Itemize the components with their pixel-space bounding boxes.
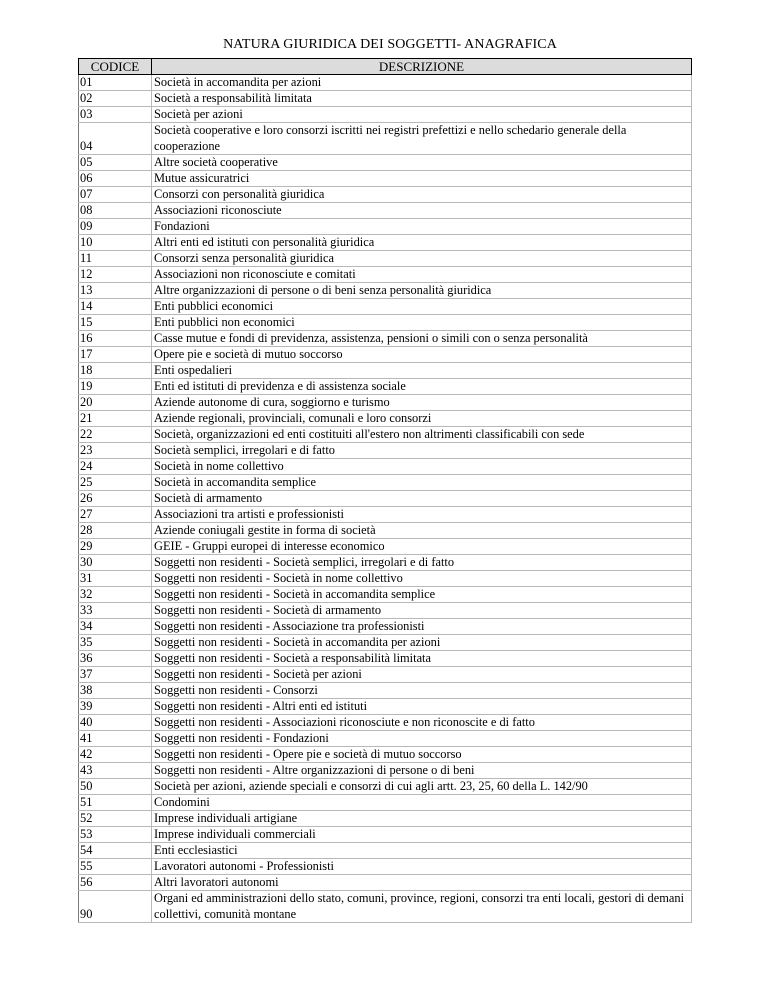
table-row (79, 91, 692, 107)
row-description: Aziende coniugali gestite in forma di società (152, 523, 692, 539)
row-code: 37 (79, 667, 152, 683)
row-description: Società semplici, irregolari e di fatto (152, 443, 692, 459)
row-description: Imprese individuali artigiane (152, 811, 692, 827)
row-code: 30 (79, 555, 152, 571)
table-header-row (79, 59, 692, 75)
column-header-code: CODICE (79, 59, 152, 75)
table-row (79, 331, 692, 347)
row-description: Società di armamento (152, 491, 692, 507)
row-description: Aziende autonome di cura, soggiorno e turismo (152, 395, 692, 411)
row-description: Soggetti non residenti - Società per azioni (152, 667, 692, 683)
row-description: Enti pubblici economici (152, 299, 692, 315)
row-description: Enti ospedalieri (152, 363, 692, 379)
row-code: 03 (79, 107, 152, 123)
row-description: Soggetti non residenti - Opere pie e società di mutuo soccorso (152, 747, 692, 763)
row-description: Società in accomandita per azioni (152, 75, 692, 91)
row-description: Altre società cooperative (152, 155, 692, 171)
row-code: 38 (79, 683, 152, 699)
table-row (79, 379, 692, 395)
row-code: 51 (79, 795, 152, 811)
row-code: 53 (79, 827, 152, 843)
row-code: 29 (79, 539, 152, 555)
table-row (79, 75, 692, 91)
row-description: Soggetti non residenti - Società in nome collettivo (152, 571, 692, 587)
row-code: 13 (79, 283, 152, 299)
table-row (79, 651, 692, 667)
table-row (79, 859, 692, 875)
row-description: Soggetti non residenti - Fondazioni (152, 731, 692, 747)
table-row (79, 363, 692, 379)
table-row (79, 587, 692, 603)
page-title: NATURA GIURIDICA DEI SOGGETTI- ANAGRAFICA (223, 37, 557, 52)
table-row (79, 795, 692, 811)
row-code: 07 (79, 187, 152, 203)
row-code: 54 (79, 843, 152, 859)
row-description: Soggetti non residenti - Consorzi (152, 683, 692, 699)
row-description: Enti ecclesiastici (152, 843, 692, 859)
table-row (79, 571, 692, 587)
table-row (79, 747, 692, 763)
table-row (79, 283, 692, 299)
row-code: 10 (79, 235, 152, 251)
row-code: 31 (79, 571, 152, 587)
table-row (79, 827, 692, 843)
row-code: 11 (79, 251, 152, 267)
legal-nature-table (78, 58, 692, 923)
row-description: Enti pubblici non economici (152, 315, 692, 331)
table-row (79, 427, 692, 443)
row-code: 39 (79, 699, 152, 715)
row-description: Condomini (152, 795, 692, 811)
table-row (79, 187, 692, 203)
row-description: Soggetti non residenti - Associazioni riconosciute e non riconoscite e di fatto (152, 715, 692, 731)
table-row (79, 315, 692, 331)
row-description: Associazioni riconosciute (152, 203, 692, 219)
table-row (79, 251, 692, 267)
row-code: 26 (79, 491, 152, 507)
table-row (79, 555, 692, 571)
table-row (79, 299, 692, 315)
table-row (79, 171, 692, 187)
table-row (79, 507, 692, 523)
row-code: 17 (79, 347, 152, 363)
table-row (79, 539, 692, 555)
row-description: Soggetti non residenti - Società di armamento (152, 603, 692, 619)
row-description: Soggetti non residenti - Altri enti ed istituti (152, 699, 692, 715)
row-description: Società cooperative e loro consorzi iscritti nei registri prefettizi e nello schedario generale della cooperazione (152, 123, 692, 155)
row-code: 21 (79, 411, 152, 427)
table-row (79, 491, 692, 507)
row-description: Società in accomandita semplice (152, 475, 692, 491)
row-code: 15 (79, 315, 152, 331)
table-row (79, 235, 692, 251)
table-row (79, 443, 692, 459)
table-row (79, 395, 692, 411)
row-description: Imprese individuali commerciali (152, 827, 692, 843)
table-row (79, 219, 692, 235)
row-description: Organi ed amministrazioni dello stato, comuni, province, regioni, consorzi tra enti locali, gestori di demani collettivi, comunità montane (152, 891, 692, 923)
row-description: Soggetti non residenti - Società semplici, irregolari e di fatto (152, 555, 692, 571)
row-code: 08 (79, 203, 152, 219)
table-row (79, 635, 692, 651)
row-description: Società per azioni, aziende speciali e consorzi di cui agli artt. 23, 25, 60 della L. 142/90 (152, 779, 692, 795)
row-code: 25 (79, 475, 152, 491)
table-row (79, 667, 692, 683)
row-description: Mutue assicuratrici (152, 171, 692, 187)
table-row (79, 699, 692, 715)
row-description: Soggetti non residenti - Associazione tra professionisti (152, 619, 692, 635)
row-code: 23 (79, 443, 152, 459)
row-code: 28 (79, 523, 152, 539)
table-row (79, 267, 692, 283)
row-code: 42 (79, 747, 152, 763)
row-description: Enti ed istituti di previdenza e di assistenza sociale (152, 379, 692, 395)
row-description: Società a responsabilità limitata (152, 91, 692, 107)
row-code: 01 (79, 75, 152, 91)
row-code: 05 (79, 155, 152, 171)
table-row (79, 779, 692, 795)
row-code: 32 (79, 587, 152, 603)
row-description: Altri lavoratori autonomi (152, 875, 692, 891)
table-row (79, 875, 692, 891)
table-row (79, 459, 692, 475)
row-description: Soggetti non residenti - Società in accomandita semplice (152, 587, 692, 603)
row-code: 04 (79, 123, 152, 155)
table-row (79, 763, 692, 779)
column-header-description: DESCRIZIONE (152, 59, 692, 75)
row-code: 24 (79, 459, 152, 475)
row-description: Altre organizzazioni di persone o di beni senza personalità giuridica (152, 283, 692, 299)
row-description: Società, organizzazioni ed enti costituiti all'estero non altrimenti classificabili con sede (152, 427, 692, 443)
row-code: 22 (79, 427, 152, 443)
row-code: 90 (79, 891, 152, 923)
row-code: 16 (79, 331, 152, 347)
row-description: Aziende regionali, provinciali, comunali e loro consorzi (152, 411, 692, 427)
row-description: Consorzi con personalità giuridica (152, 187, 692, 203)
table-row (79, 731, 692, 747)
row-code: 12 (79, 267, 152, 283)
row-code: 43 (79, 763, 152, 779)
row-code: 40 (79, 715, 152, 731)
row-code: 34 (79, 619, 152, 635)
table-row (79, 619, 692, 635)
table-row (79, 203, 692, 219)
row-code: 09 (79, 219, 152, 235)
table-row (79, 107, 692, 123)
table-row (79, 155, 692, 171)
row-description: Associazioni non riconosciute e comitati (152, 267, 692, 283)
row-code: 27 (79, 507, 152, 523)
row-code: 41 (79, 731, 152, 747)
table-row (79, 603, 692, 619)
row-code: 18 (79, 363, 152, 379)
row-code: 19 (79, 379, 152, 395)
table-row (79, 411, 692, 427)
row-description: Consorzi senza personalità giuridica (152, 251, 692, 267)
row-code: 50 (79, 779, 152, 795)
row-code: 36 (79, 651, 152, 667)
table-row (79, 683, 692, 699)
table-row (79, 123, 692, 155)
row-description: Soggetti non residenti - Società in accomandita per azioni (152, 635, 692, 651)
row-code: 35 (79, 635, 152, 651)
row-description: Casse mutue e fondi di previdenza, assistenza, pensioni o simili con o senza personalità (152, 331, 692, 347)
row-code: 02 (79, 91, 152, 107)
row-code: 33 (79, 603, 152, 619)
row-description: Soggetti non residenti - Società a responsabilità limitata (152, 651, 692, 667)
row-code: 56 (79, 875, 152, 891)
row-code: 55 (79, 859, 152, 875)
table-row (79, 475, 692, 491)
table-row (79, 715, 692, 731)
row-code: 52 (79, 811, 152, 827)
table-row (79, 811, 692, 827)
row-description: Lavoratori autonomi - Professionisti (152, 859, 692, 875)
row-code: 20 (79, 395, 152, 411)
row-description: Altri enti ed istituti con personalità giuridica (152, 235, 692, 251)
table-row (79, 843, 692, 859)
row-description: Soggetti non residenti - Altre organizzazioni di persone o di beni (152, 763, 692, 779)
table-row (79, 523, 692, 539)
row-description: Fondazioni (152, 219, 692, 235)
row-description: GEIE - Gruppi europei di interesse economico (152, 539, 692, 555)
row-description: Società per azioni (152, 107, 692, 123)
row-description: Associazioni tra artisti e professionisti (152, 507, 692, 523)
table-body (79, 75, 692, 923)
row-description: Opere pie e società di mutuo soccorso (152, 347, 692, 363)
row-code: 06 (79, 171, 152, 187)
row-code: 14 (79, 299, 152, 315)
row-description: Società in nome collettivo (152, 459, 692, 475)
table-row (79, 347, 692, 363)
table-row (79, 891, 692, 923)
